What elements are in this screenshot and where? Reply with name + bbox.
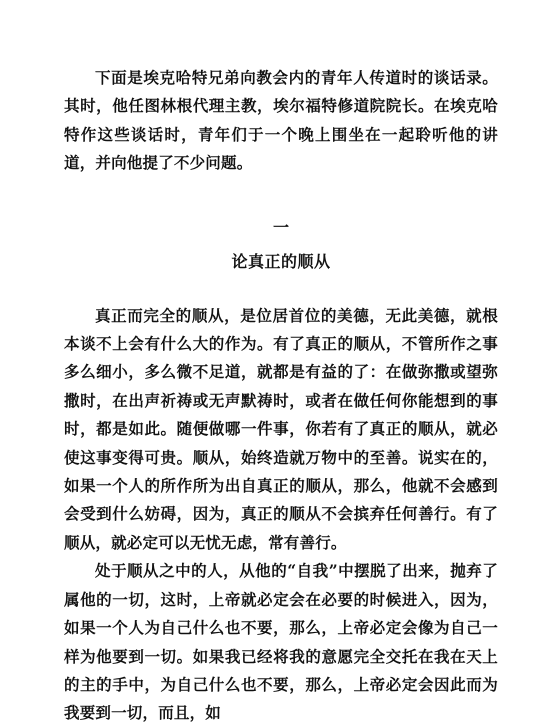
body-paragraph-2: 处于顺从之中的人，从他的“自我”中摆脱了出来，抛弃了属他的一切，这时，上帝就必定会在必要的时候进入，因为，如果一个人为自己什么也不要，那么，上帝必定会像为自己一样为他要到一切。如果我已经将我的意愿完全交托在我在天上的主的手中，为自己什么也不要，那么，上帝必定会因此而为我要到一切，而且，如 <box>64 561 498 723</box>
intro-paragraph: 下面是埃克哈特兄弟向教会内的青年人传道时的谈话录。其时，他任图林根代理主教，埃尔福特修道院院长。在埃克哈特作这些谈话时，青年们于一个晚上围坐在一起聆听他的讲道，并向他提了不少问题。 <box>64 68 498 173</box>
document-page <box>64 64 498 728</box>
body-paragraph-1: 真正而完全的顺从，是位居首位的美德，无此美德，就根本谈不上会有什么大的作为。有了真正的顺从，不管所作之事多么细小，多么微不足道，就都是有益的了：在做弥撒或望弥撒时，在出声祈祷或无声默祷时，或者在做任何你能想到的事时，都是如此。随便做哪一件事，你若有了真正的顺从，就必使这事变得可贵。顺从，始终造就万物中的至善。说实在的，如果一个人的所作所为出自真正的顺从，那么，他就不会感到会受到什么妨碍，因为，真正的顺从不会摈弃任何善行。有了顺从，就必定可以无忧无虑，常有善行。 <box>64 305 498 552</box>
section-number: 一 <box>272 217 289 237</box>
section-title: 论真正的顺从 <box>231 251 331 271</box>
section-body <box>64 302 498 728</box>
